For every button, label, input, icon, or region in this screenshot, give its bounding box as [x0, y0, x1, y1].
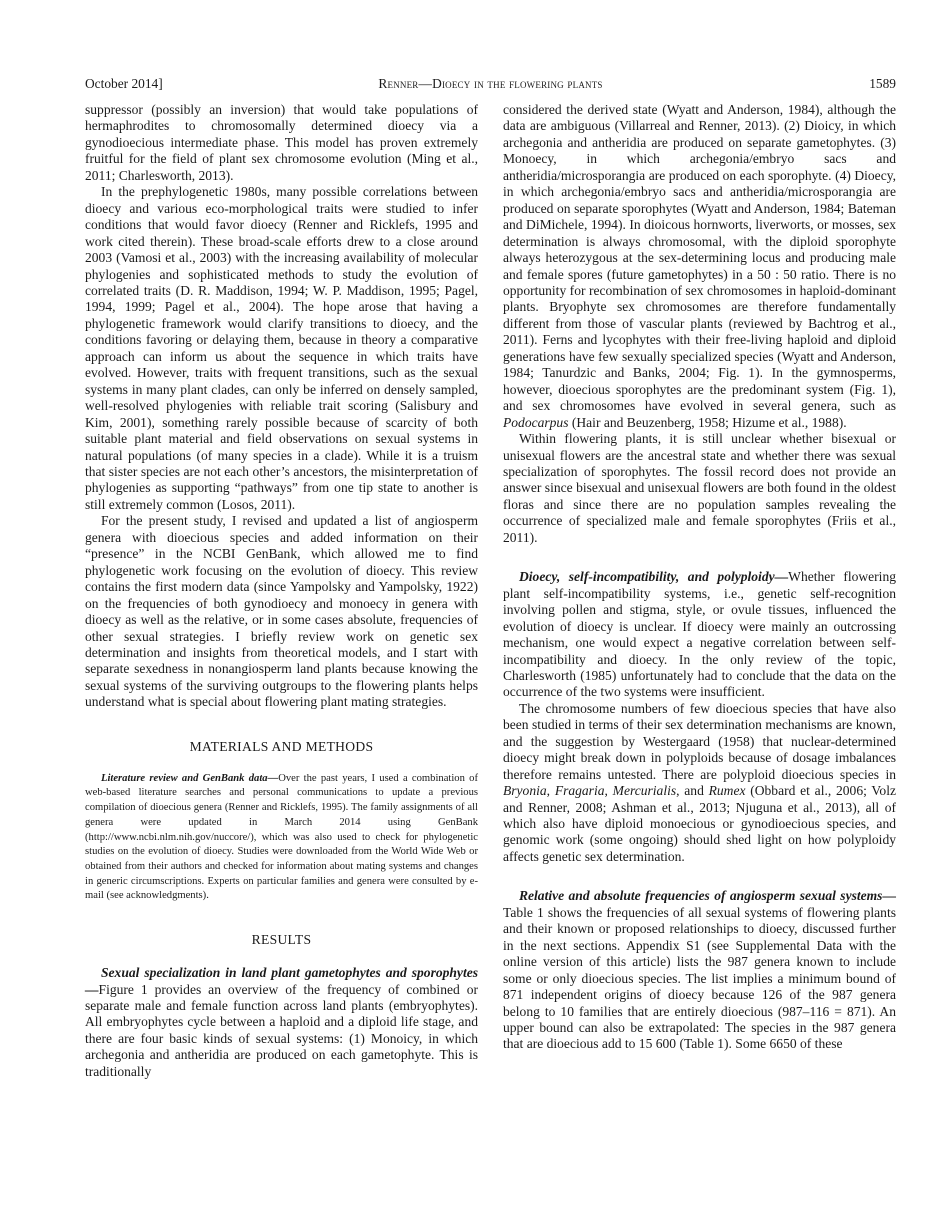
subsection-heading: Dioecy, self-incompatibility, and polyploidy—	[519, 569, 789, 585]
paragraph: suppressor (possibly an inversion) that would take populations of hermaphrodites to chromosomally determined dioecy via a gynodioecious intermediate phase. This model has proven extremely fruitful for the field of plant sex chromosome evolution (Ming et al., 2011; Charlesworth, 2013).	[85, 102, 478, 183]
taxon-name: Fragaria	[554, 783, 605, 799]
running-header	[85, 76, 896, 96]
paragraph: considered the derived state (Wyatt and Anderson, 1984), although the data are ambiguous (Villarreal and Renner, 2013). (2) Dioicy, in which archegonia and antheridia are produced on separate gametophytes. (3) Monoecy, in which archegonia/embryo sacs and antheridia/microsporangia are produced on each sporophyte. (4) Dioecy, in which archegonia/embryo sacs and antheridia/microsporangia are produced on separate sporophytes (Wyatt and Anderson, 1984; Bateman and DiMichele, 1994). In dioicous hornworts, liverworts, or mosses, sex determination is always chromosomal, with the diploid sporophyte always heterozygous at the sex-determining locus and producing male and female spores (future gametophytes) in a 50 : 50 ratio. There is no opportunity for recombination of sex chromosomes in haploid-dominant plants. Bryophyte sex chromosomes are therefore fundamentally different from those of vascular plants (reviewed by Bachtrog et al., 2011). Ferns and lycophytes with their free-living haploid and diploid generations have few sexually specialized species (Wyatt and Anderson, 1984; Tanurdzic and Banks, 2004; Fig. 1). In the gymnosperms, however, dioecious sporophytes are the predominant system (Fig. 1), and sex chromosomes have evolved in several genera, such as Podocarpus (Hair and Beuzenberg, 1958; Hizume et al., 1988).	[503, 102, 896, 430]
header-date: October 2014]	[85, 76, 163, 91]
taxon-name: Podocarpus	[503, 414, 569, 430]
subsection-heading: Literature review and GenBank data—	[101, 772, 279, 784]
page-number: 1589	[869, 76, 896, 91]
subsection-heading: Sexual specialization in land plant gametophytes and sporophytes—	[85, 965, 478, 997]
paragraph: Dioecy, self-incompatibility, and polyploidy—Whether flowering plant self-incompatibility systems, i.e., genetic self-recognition involving pollen and stigma, style, or ovule tissues, influenced the evolution of dioecy is unclear. If dioecy were mainly an outcrossing mechanism, one would expect a negative correlation between self-incompatibility and dioecy. In the only review of the topic, Charlesworth (1985) unfortunately had to conclude that the data on the occurrence of the two systems were insufficient.	[503, 569, 896, 700]
section-heading-results: RESULTS	[251, 932, 312, 948]
methods-section	[85, 772, 478, 904]
taxon-name: Rumex	[708, 783, 746, 799]
taxon-name: Mercurialis	[612, 783, 677, 799]
left-column	[85, 102, 478, 1080]
right-column	[503, 102, 896, 1053]
paragraph: Sexual specialization in land plant gametophytes and sporophytes—Figure 1 provides an overview of the frequency of combined or separate male and female function across land plants (embryophytes). All embryophytes cycle between a haploid and a diploid life stage, and there are four basic kinds of sexual systems: (1) Monoicy, in which archegonia and antheridia are produced on each gametophyte. This is traditionally	[85, 965, 478, 1079]
paragraph: Within flowering plants, it is still unclear whether bisexual or unisexual flowers are the ancestral state and whether there was sexual specialization of sporophytes. The fossil record does not provide an answer since bisexual and unisexual flowers are both found in the oldest floras and since there are no population samples revealing the occurrence of specialized male and female sporophytes (Friis et al., 2011).	[503, 431, 896, 545]
paragraph: The chromosome numbers of few dioecious species that have also been studied in terms of their sex determination mechanisms are known, and the suggestion by Westergaard (1958) that nuclear-determined dioecy might break down in polyploids because of dosage imbalances therefore remains untested. There are polyploid dioecious species in Bryonia, Fragaria, Mercurialis, and Rumex (Obbard et al., 2006; Volz and Renner, 2008; Ashman et al., 2013; Njuguna et al., 2013), all of which also have diploid monoecious or gynodioecious species, and genomic work (some ongoing) should shed light on how polyploidy affects genetic sex determination.	[503, 700, 896, 864]
paragraph: For the present study, I revised and updated a list of angiosperm genera with dioecious species and added information on their “presence” in the NCBI GenBank, which allowed me to find phylogenetic work focusing on the evolution of dioecy. This review contains the first modern data (since Yampolsky and Yampolsky, 1922) on the frequencies of both gynodioecy and monoecy in genera with dioecy as well as the relative, or in some cases absolute, frequencies of other sexual strategies. I briefly review work on genetic sex determination and insights from theoretical models, and I start with separate sexedness in nonangiosperm land plants because knowing the sexual systems of the surviving outgroups to the flowering plants helps understand what is special about flowering plant mating strategies.	[85, 513, 478, 710]
subsection-heading: Relative and absolute frequencies of angiosperm sexual systems—	[519, 888, 896, 904]
paragraph: Relative and absolute frequencies of angiosperm sexual systems—Table 1 shows the frequencies of all sexual systems of flowering plants and their known or proposed relationships to dioecy, discussed further in the next sections. Appendix S1 (see Supplemental Data with the online version of this article) lists the 987 genera known to include some or only dioecious species. The list implies a minimum bound of 871 independent origins of dioecy because 126 of the 987 genera belong to 10 families that are entirely dioecious (987–116 = 871). An upper bound can also be extrapolated: The species in the 987 genera that are dioecious add to 15 600 (Table 1). Some 6650 of these	[503, 888, 896, 1052]
paragraph: Literature review and GenBank data—Over the past years, I used a combination of web-based literature searches and personal communications to update a previous compilation of dioecious genera (Renner and Ricklefs, 1995). The family assignments of all genera were updated in March 2014 using GenBank (http://www.ncbi.nlm.nih.gov/nuccore/), which was also used to check for phylogenetic studies on the evolution of dioecy. Studies were downloaded from the World Wide Web or obtained from their authors and checked for information about mating systems and changes in generic circumscriptions. Experts on particular families and genera were consulted by e-mail (see acknowledgments).	[85, 772, 478, 902]
header-title: Renner—Dioecy in the flowering plants	[378, 76, 603, 91]
section-heading-methods: MATERIALS AND METHODS	[189, 738, 374, 754]
paragraph: In the prephylogenetic 1980s, many possible correlations between dioecy and various eco-morphological traits were studied to infer conditions that would favor dioecy (Renner and Ricklefs, 1995 and work cited therein). These broad-scale efforts drew to a close around 2003 (Vamosi et al., 2003) with the increasing availability of molecular phylogenies and sophisticated methods to study the evolution of correlated traits (D. R. Maddison, 1994; W. P. Maddison, 1995; Pagel, 1994, 1999; Pagel et al., 2004). The hope arose that having a phylogenetic framework would clarify transitions to dioecy, and the conditions favoring or delaying them, because in theory a comparative approach can inform us about the sequence in which traits have evolved. However, traits with frequent transitions, such as the sexual systems in many plant clades, can only be inferred on densely sampled, well-resolved phylogenies with reliable trait scoring (Salisbury and Kim, 2001), something rarely possible because of scarcity of both suitable plant material and field observations on sexual systems in natural populations (of many species in a clade). While it is a truism that sister species are not each other’s ancestors, the misinterpretation of phylogenies as supporting “pathways” from one tip state to another is still extremely common (Losos, 2011).	[85, 184, 478, 512]
taxon-name: Bryonia	[503, 783, 547, 799]
